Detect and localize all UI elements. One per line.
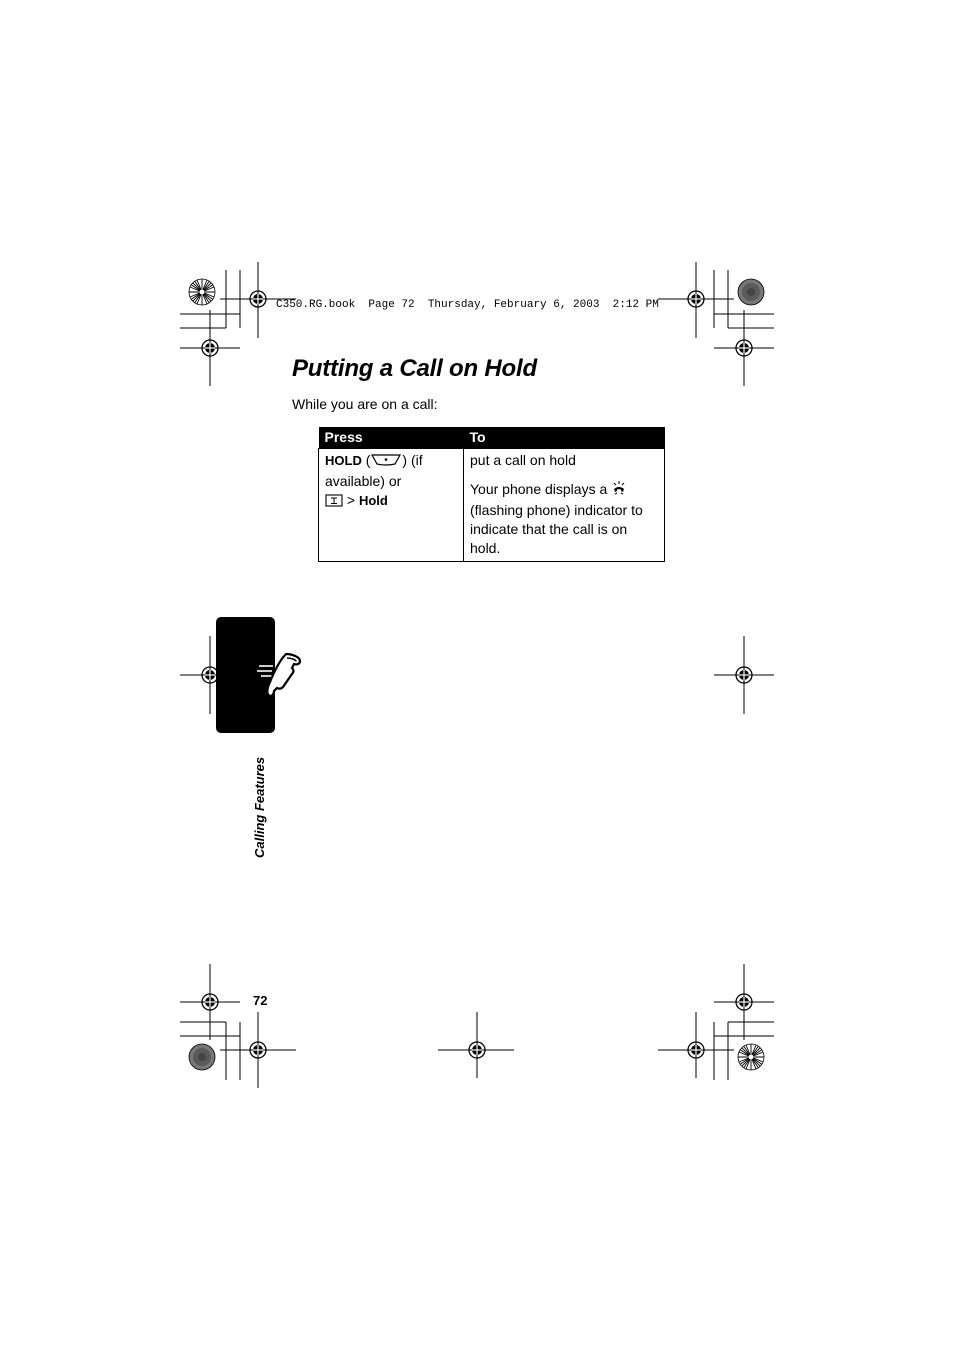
color-bar-icon	[189, 279, 215, 305]
press-cell	[319, 449, 464, 562]
action-description: put a call on hold	[470, 452, 576, 468]
table-header-row	[319, 427, 665, 449]
to-cell	[464, 449, 665, 562]
color-bar-icon	[738, 1044, 764, 1070]
color-bar-icon	[189, 1044, 215, 1070]
print-header-stamp: C350.RG.book Page 72 Thursday, February 6, 2003 2:12 PM	[276, 299, 659, 311]
hold-availability-text: ) (if available) or	[325, 452, 423, 489]
page-number: 72	[253, 993, 268, 1008]
intro-text: While you are on a call:	[292, 396, 438, 412]
column-header-press: Press	[319, 427, 464, 449]
flashing-phone-icon	[611, 480, 627, 501]
open-paren: (	[365, 452, 371, 468]
right-soft-key-icon	[370, 453, 402, 472]
indicator-text-before: Your phone displays a	[470, 481, 608, 497]
indicator-description	[470, 480, 658, 558]
page-title: Putting a Call on Hold	[292, 355, 537, 382]
column-header-to: To	[464, 427, 665, 449]
hold-key-label: HOLD	[325, 453, 362, 468]
color-bar-icon	[738, 279, 764, 305]
indicator-text-after: (flashing phone) indicator to indicate that the call is on hold.	[470, 502, 643, 556]
menu-key-icon	[325, 493, 343, 512]
key-table	[318, 427, 665, 562]
section-side-label: Calling Features	[252, 756, 267, 858]
calling-phone-icon	[256, 650, 304, 698]
table-row	[319, 449, 665, 562]
hold-menu-option: Hold	[358, 493, 388, 508]
menu-arrow: >	[346, 492, 356, 508]
